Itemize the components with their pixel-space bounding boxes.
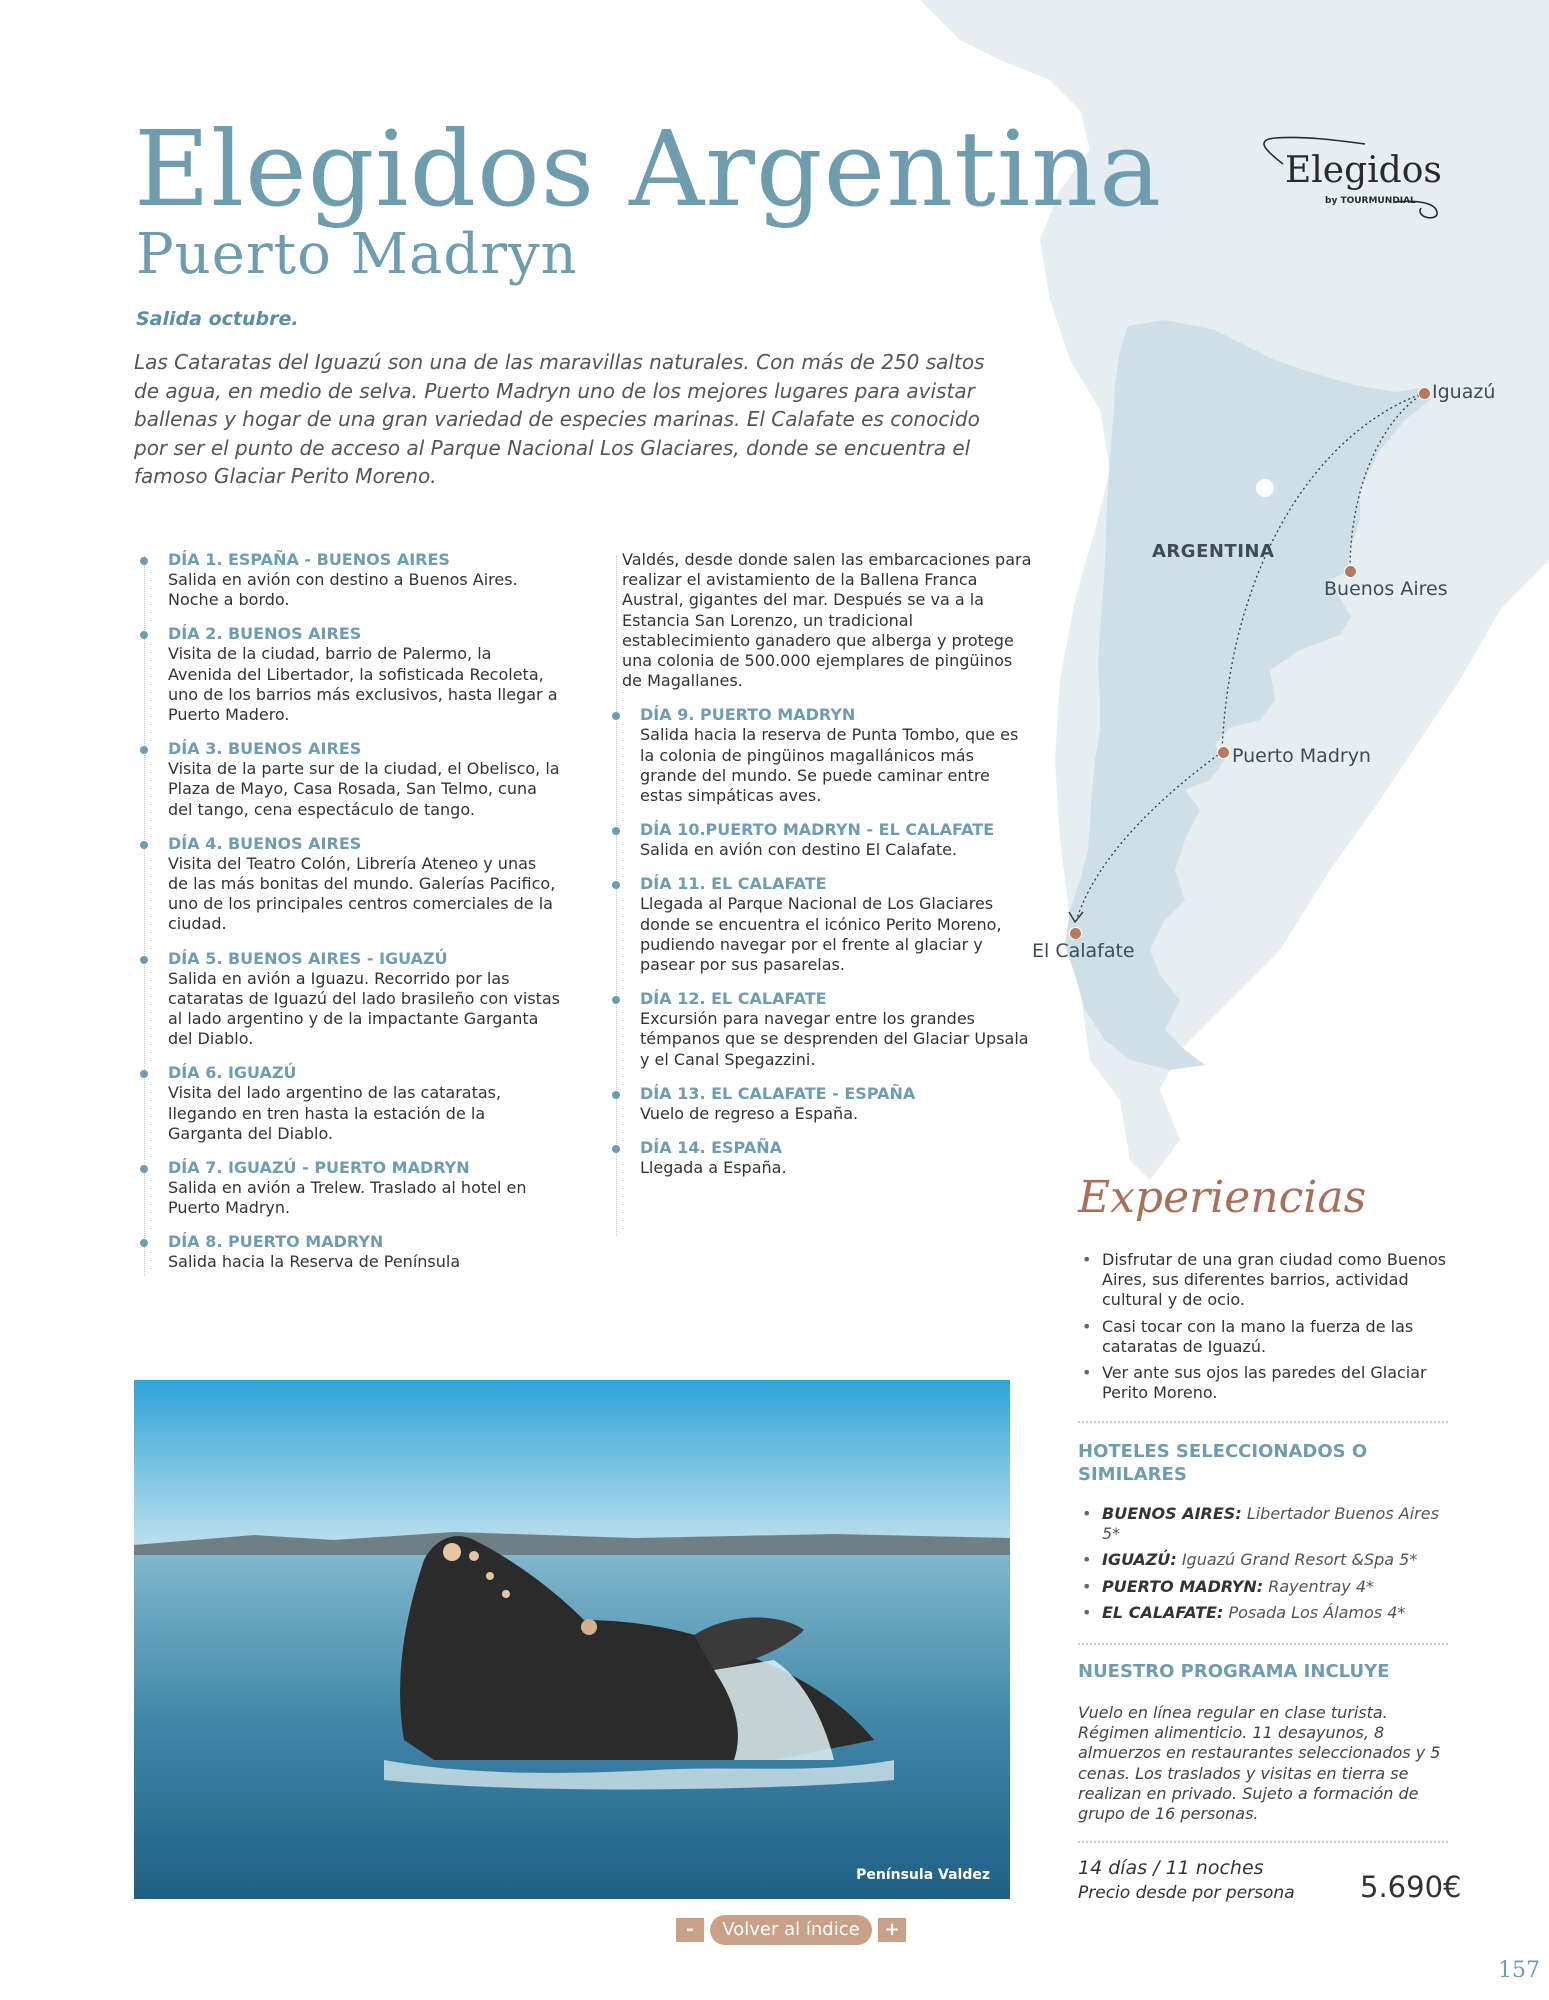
divider xyxy=(1078,1421,1448,1423)
experiences-title: Experiencias xyxy=(1078,1172,1367,1223)
itinerary-day xyxy=(140,624,560,725)
list-item xyxy=(1080,1504,1450,1544)
itinerary-day xyxy=(612,989,1032,1070)
itinerary-column-left xyxy=(140,550,560,1287)
day-text: Visita del Teatro Colón, Librería Ateneo y unas de las más bonitas del mundo. Galerías Pacifico, uno de los principales centros comerciales de la ciudad. xyxy=(168,853,556,934)
bullet-icon xyxy=(612,1145,620,1153)
hotel-city: IGUAZÚ: xyxy=(1102,1550,1177,1570)
bullet-icon xyxy=(612,712,620,720)
day-title: DÍA 14. ESPAÑA xyxy=(640,1138,782,1158)
list-item: • Disfrutar de una gran ciudad como Buenos Aires, sus diferentes barrios, actividad cultural y de ocio. xyxy=(1080,1250,1450,1311)
experiences-list xyxy=(1080,1250,1450,1409)
bullet-icon xyxy=(140,746,148,754)
day-title: DÍA 8. PUERTO MADRYN xyxy=(168,1232,384,1252)
city-label-iguazu: Iguazú xyxy=(1432,381,1496,403)
day-text: Salida en avión con destino a Buenos Aires. Noche a bordo. xyxy=(168,570,518,610)
city-marker xyxy=(1344,565,1357,578)
bullet-icon xyxy=(140,1165,148,1173)
photo-caption: Península Valdez xyxy=(856,1867,990,1883)
departure-date: Salida octubre. xyxy=(136,308,299,330)
city-marker xyxy=(1418,387,1431,400)
hotel-name: Libertador Buenos Aires 5* xyxy=(1102,1504,1439,1544)
day-title: DÍA 11. EL CALAFATE xyxy=(640,874,827,894)
hotels-title: HOTELES SELECCIONADOS O SIMILARES xyxy=(1078,1441,1368,1485)
itinerary-day xyxy=(140,949,560,1050)
day-text: Salida hacia la reserva de Punta Tombo, que es la colonia de pingüinos magallánicos más grande del mundo. Se puede caminar entre estas simpáticas aves. xyxy=(640,725,1019,806)
day-text: Salida en avión con destino El Calafate. xyxy=(640,840,958,860)
hotel-city: EL CALAFATE: xyxy=(1102,1602,1224,1622)
bullet-icon xyxy=(140,1239,148,1247)
bullet-icon xyxy=(140,557,148,565)
bullet-icon xyxy=(612,1091,620,1099)
price-value: 5.690€ xyxy=(1360,1870,1462,1904)
page-title: Elegidos Argentina xyxy=(134,108,1163,230)
program-text: Vuelo en línea regular en clase turista. Régimen alimenticio. 11 desayunos, 8 almuerzos en restaurantes seleccionados y 5 cenas. Los traslados y visitas en tierra se realizan en privado. Sujeto a formación de grupo de 16 personas. xyxy=(1078,1703,1441,1824)
map-country-label: ARGENTINA xyxy=(1152,541,1275,562)
day-text: Llegada al Parque Nacional de Los Glaciares donde se encuentra el icónico Perito Moreno, pudiendo navegar por el frente al glaciar y pasear por sus pasarelas. xyxy=(640,894,1002,975)
bullet-icon xyxy=(140,1070,148,1078)
elegidos-logo xyxy=(1245,130,1445,230)
bullet-icon xyxy=(612,827,620,835)
day-title: DÍA 1. ESPAÑA - BUENOS AIRES xyxy=(168,550,450,569)
divider xyxy=(1078,1841,1448,1843)
day-title: DÍA 9. PUERTO MADRYN xyxy=(640,705,856,725)
list-item xyxy=(1080,1603,1450,1623)
divider xyxy=(1078,1643,1448,1645)
hotel-name: Rayentray 4* xyxy=(1268,1576,1375,1596)
whale-photo xyxy=(134,1380,1010,1899)
day-title: DÍA 4. BUENOS AIRES xyxy=(168,833,362,853)
intro-paragraph: Las Cataratas del Iguazú son una de las maravillas naturales. Con más de 250 saltos de agua, en medio de selva. Puerto Madryn uno de los mejores lugares para avistar ballenas y hogar de una gran variedad de especies marinas. El Calafate es conocido por ser el punto de acceso al Parque Nacional Los Glaciares, donde se encuentra el famoso Glaciar Perito Moreno. xyxy=(134,350,985,488)
city-label-puerto-madryn: Puerto Madryn xyxy=(1232,745,1371,767)
itinerary-continuation: Valdés, desde donde salen las embarcaciones para realizar el avistamiento de la Ballena Franca Austral, gigantes del mar. Después se va a la Estancia San Lorenzo, un tradicional establecimiento ganadero que alberga y protege una colonia de 500.000 ejemplares de pingüinos de Magallanes. xyxy=(622,550,1032,691)
day-title: DÍA 13. EL CALAFATE - ESPAÑA xyxy=(640,1083,916,1103)
itinerary-day xyxy=(140,1158,560,1218)
itinerary-day xyxy=(140,834,560,935)
bullet-icon xyxy=(612,881,620,889)
hotel-city: BUENOS AIRES: xyxy=(1102,1504,1242,1523)
itinerary-day xyxy=(140,1232,560,1272)
next-page-button[interactable]: + xyxy=(878,1918,906,1942)
logo-byline: by TOURMUNDIAL xyxy=(1325,196,1416,206)
hotels-list xyxy=(1080,1504,1450,1629)
day-title: DÍA 10.PUERTO MADRYN - EL CALAFATE xyxy=(640,820,995,840)
day-text: Salida en avión a Iguazu. Recorrido por las cataratas de Iguazú del lado brasileño con vistas al lado argentino y de la impactante Garganta del Diablo. xyxy=(168,968,561,1049)
falklands-shape xyxy=(1256,479,1274,497)
itinerary-day xyxy=(140,550,560,610)
hotel-name: Posada Los Álamos 4* xyxy=(1228,1602,1406,1622)
city-marker xyxy=(1069,927,1082,940)
day-text: Llegada a España. xyxy=(640,1158,787,1178)
page-number: 157 xyxy=(1498,1958,1540,1983)
whale-photo-image xyxy=(134,1380,1010,1899)
index-navigation xyxy=(676,1915,906,1945)
city-marker xyxy=(1217,746,1230,759)
day-text: Visita de la parte sur de la ciudad, el Obelisco, la Plaza de Mayo, Casa Rosada, San Telmo, cuna del tango, cena espectáculo de tango. xyxy=(168,759,560,819)
list-item: • Casi tocar con la mano la fuerza de las cataratas de Iguazú. xyxy=(1080,1317,1450,1357)
itinerary-day xyxy=(140,739,560,820)
day-text: Salida hacia la Reserva de Península xyxy=(168,1252,461,1272)
list-item xyxy=(1080,1550,1450,1570)
back-to-index-button[interactable]: Volver al índice xyxy=(710,1915,872,1945)
bullet-icon xyxy=(140,631,148,639)
itinerary-day xyxy=(612,820,1032,860)
day-text: Visita de la ciudad, barrio de Palermo, la Avenida del Libertador, la sofisticada Recoleta, uno de los barrios más exclusivos, hasta llegar a Puerto Madero. xyxy=(168,644,558,725)
bullet-icon xyxy=(612,996,620,1004)
list-item xyxy=(1080,1577,1450,1597)
hotel-name: Iguazú Grand Resort &Spa 5* xyxy=(1181,1550,1418,1570)
day-title: DÍA 7. IGUAZÚ - PUERTO MADRYN xyxy=(168,1158,470,1178)
day-text: Visita del lado argentino de las cataratas, llegando en tren hasta la estación de la Garganta del Diablo. xyxy=(168,1083,502,1143)
day-title: DÍA 3. BUENOS AIRES xyxy=(168,739,362,759)
itinerary-column-right xyxy=(612,550,1032,1192)
itinerary-day xyxy=(612,1084,1032,1124)
day-title: DÍA 2. BUENOS AIRES xyxy=(168,624,362,644)
previous-page-button[interactable]: - xyxy=(676,1918,704,1942)
program-title: NUESTRO PROGRAMA INCLUYE xyxy=(1078,1661,1390,1682)
page-subtitle: Puerto Madryn xyxy=(136,222,578,287)
itinerary-day xyxy=(612,874,1032,975)
day-text: Excursión para navegar entre los grandes témpanos que se desprenden del Glaciar Upsala y el Canal Spegazzini. xyxy=(640,1009,1029,1069)
itinerary-day xyxy=(140,1063,560,1144)
logo-wordmark: Elegidos xyxy=(1285,150,1442,191)
trip-duration: 14 días / 11 noches xyxy=(1078,1857,1264,1879)
day-title: DÍA 12. EL CALAFATE xyxy=(640,989,827,1009)
day-title: DÍA 5. BUENOS AIRES - IGUAZÚ xyxy=(168,948,448,968)
city-label-buenos-aires: Buenos Aires xyxy=(1324,578,1448,600)
city-label-el-calafate: El Calafate xyxy=(1032,940,1135,962)
price-label: Precio desde por persona xyxy=(1078,1883,1295,1903)
itinerary-day xyxy=(612,705,1032,806)
day-text: Vuelo de regreso a España. xyxy=(640,1103,859,1123)
day-title: DÍA 6. IGUAZÚ xyxy=(168,1063,297,1083)
itinerary-day xyxy=(612,1138,1032,1178)
hotel-city: PUERTO MADRYN: xyxy=(1102,1576,1264,1596)
day-text: Salida en avión a Trelew. Traslado al hotel en Puerto Madryn. xyxy=(168,1178,527,1218)
list-item: • Ver ante sus ojos las paredes del Glaciar Perito Moreno. xyxy=(1080,1363,1450,1403)
bullet-icon xyxy=(140,956,148,964)
bullet-icon xyxy=(140,841,148,849)
